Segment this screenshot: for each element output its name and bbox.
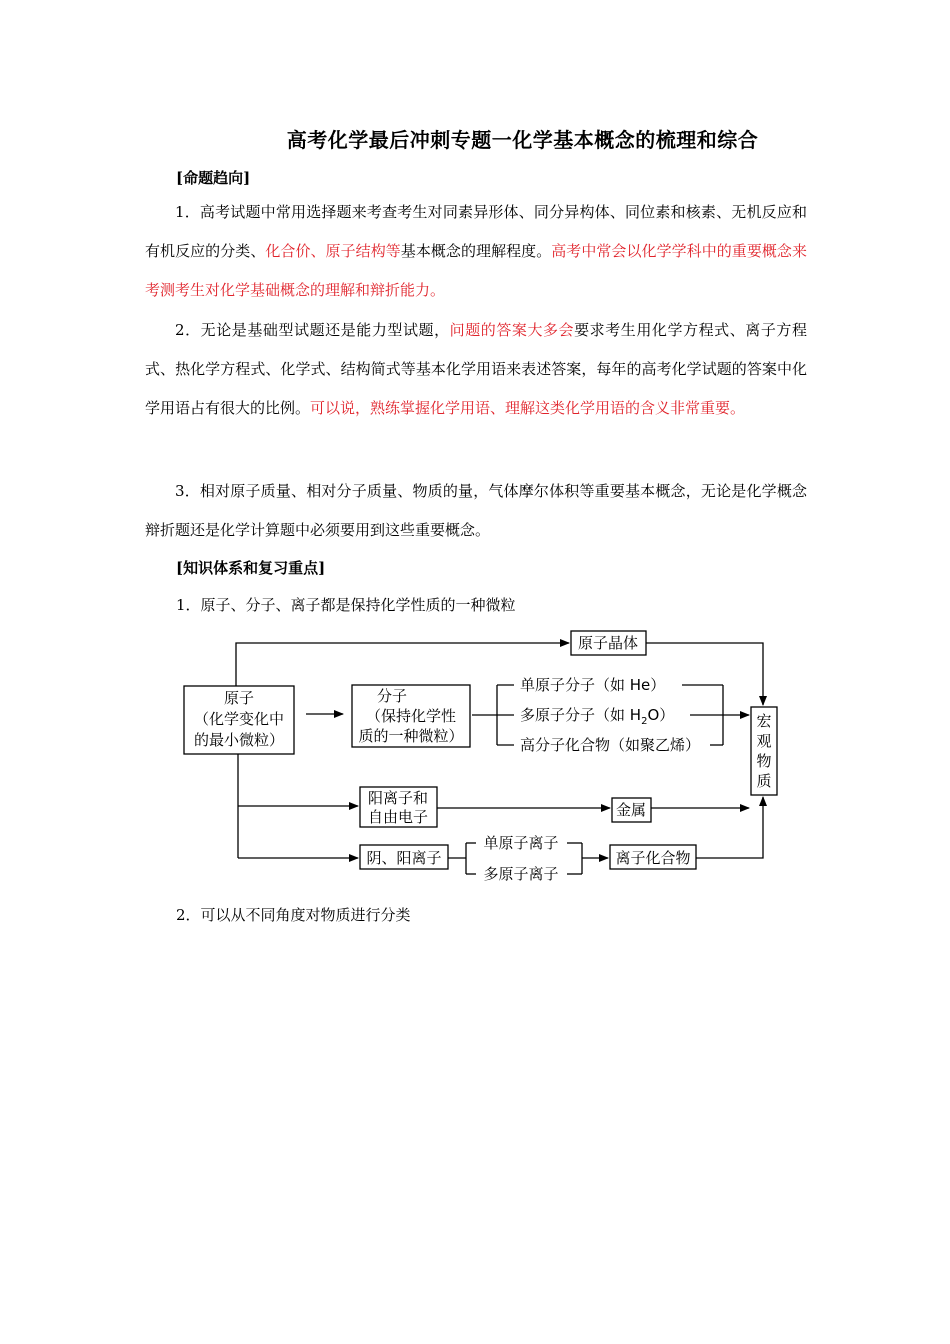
paragraph-1-highlight-b: 高考中常会以化学学科中的重要概念来考测考生对化学基础概念的理解和辩折能力。 [145,242,807,299]
poly-atomic-subscript: 2 [641,716,648,727]
molecule-desc-line2: 质的一种微粒） [358,727,464,745]
poly-atomic-prefix: 多原子分子（如 H [520,706,642,724]
molecule-desc-line1: （保持化学性 [365,707,457,725]
atom-desc-line1: （化学变化中 [193,710,285,728]
paragraph-2-text-a: 无论是基础型试题还是能力型试题， [200,321,450,339]
atomic-crystal-label: 原子晶体 [577,634,639,652]
list-item-2: 2．可以从不同角度对物质进行分类 [176,906,411,924]
poly-atomic-suffix: O） [647,706,675,724]
poly-atomic-molecule-label [520,706,674,727]
polymer-label: 高分子化合物（如聚乙烯） [520,736,701,754]
macro-char-2: 观 [756,732,772,750]
paragraph-2-text-b: 要求考生用化学方程式、离子方程式、热化学方程式、化学式、结构简式等基本化学用语来表述答案，每年的高考化学试题的答案中化学用语占有很大的比例。 [145,321,807,417]
atom-desc-line2: 的最小微粒） [193,731,285,749]
paragraph-2-highlight-b: 可以说，熟练掌握化学用语、理解这类化学用语的含义非常重要。 [310,399,746,417]
paragraph-1-number: 1． [175,203,200,221]
page-title: 高考化学最后冲刺专题一化学基本概念的梳理和综合 [286,128,759,152]
mono-atomic-molecule-label: 单原子分子（如 He） [520,676,666,694]
paragraph-3-number: 3． [175,482,200,500]
mono-atomic-ion-label: 单原子离子 [483,834,559,852]
section-heading-trend: [命题趋向] [176,169,251,187]
ionic-compound-label: 离子化合物 [615,849,691,867]
paragraph-1-text-b: 基本概念的理解程度。 [400,242,552,260]
macro-char-1: 宏 [756,712,772,730]
paragraph-3-text: 相对原子质量、相对分子质量、物质的量，气体摩尔体积等重要基本概念，无论是化学概念辩折题还是化学计算题中必须要用到这些重要概念。 [145,482,808,539]
paragraph-1-text-a: 高考试题中常用选择题来考查考生对同素异形体、同分异构体、同位素和核素、无机反应和有机反应的分类、 [145,203,808,260]
free-electron-label: 自由电子 [367,808,429,826]
molecule-label: 分子 [376,687,408,705]
list-item-1: 1．原子、分子、离子都是保持化学性质的一种微粒 [176,596,516,614]
cation-label: 阳离子和 [367,789,429,807]
paragraph-2-number: 2． [175,321,201,339]
paragraph-1-highlight-a: 化合价、原子结构等 [265,242,401,260]
section-heading-knowledge: [知识体系和复习重点] [176,559,326,577]
paragraph-2-highlight-a: 问题的答案大多会 [449,321,575,339]
poly-atomic-ion-label: 多原子离子 [483,865,559,883]
ions-label: 阴、阳离子 [366,849,442,867]
macro-char-4: 质 [756,772,772,790]
atom-label: 原子 [223,689,255,707]
metal-label: 金属 [615,801,647,819]
macro-char-3: 物 [756,752,772,770]
